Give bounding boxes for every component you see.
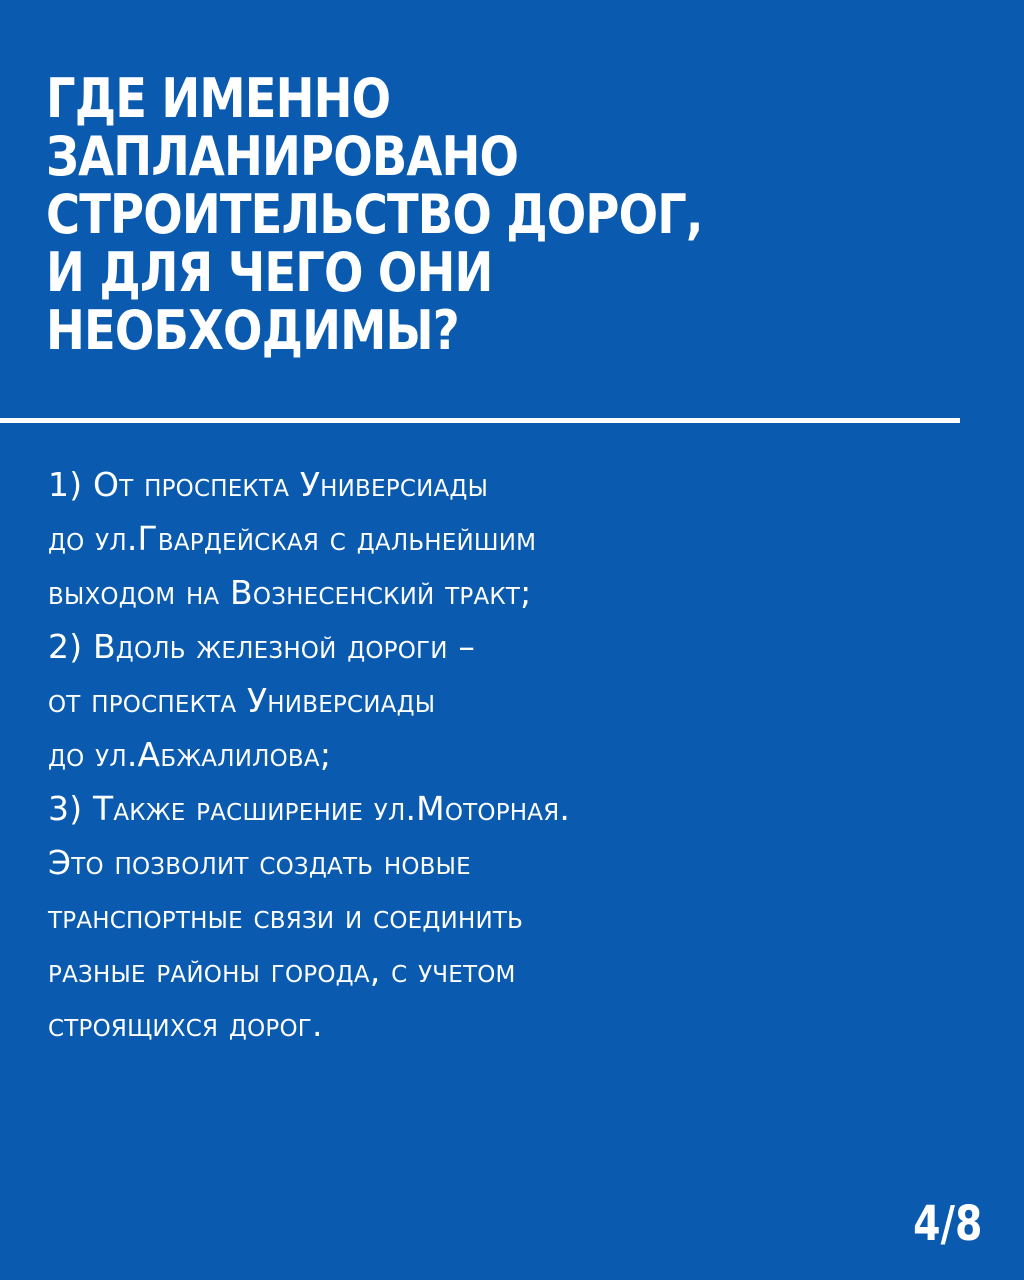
body-line: 3) Также расширение ул.Моторная. (48, 789, 571, 828)
body-line: от проспекта Универсиады (48, 681, 436, 720)
body-text (48, 458, 978, 1052)
body-line: транспортные связи и соединить (48, 897, 524, 936)
heading-line: НЕОБХОДИМЫ? (46, 299, 459, 362)
divider-line (0, 418, 960, 423)
body-line: Это позволит создать новые (48, 843, 471, 882)
body-line: до ул.Гвардейская с дальнейшим (48, 519, 537, 558)
body-line: до ул.Абжалилова; (48, 735, 332, 774)
heading-line: СТРОИТЕЛЬСТВО ДОРОГ, (46, 183, 703, 246)
heading-line: ЗАПЛАНИРОВАНО (46, 125, 519, 188)
heading-line: ГДЕ ИМЕННО (46, 67, 391, 130)
body-line: 2) Вдоль железной дороги – (48, 627, 476, 666)
heading-line: И ДЛЯ ЧЕГО ОНИ (46, 241, 493, 304)
slide-heading (46, 67, 946, 362)
body-line: 1) От проспекта Универсиады (48, 465, 489, 504)
body-line: выходом на Вознесенский тракт; (48, 573, 532, 612)
body-line: строящихся дорог. (48, 1005, 323, 1044)
body-line: разные районы города, с учетом (48, 951, 516, 990)
page-counter: 4/8 (912, 1196, 982, 1252)
